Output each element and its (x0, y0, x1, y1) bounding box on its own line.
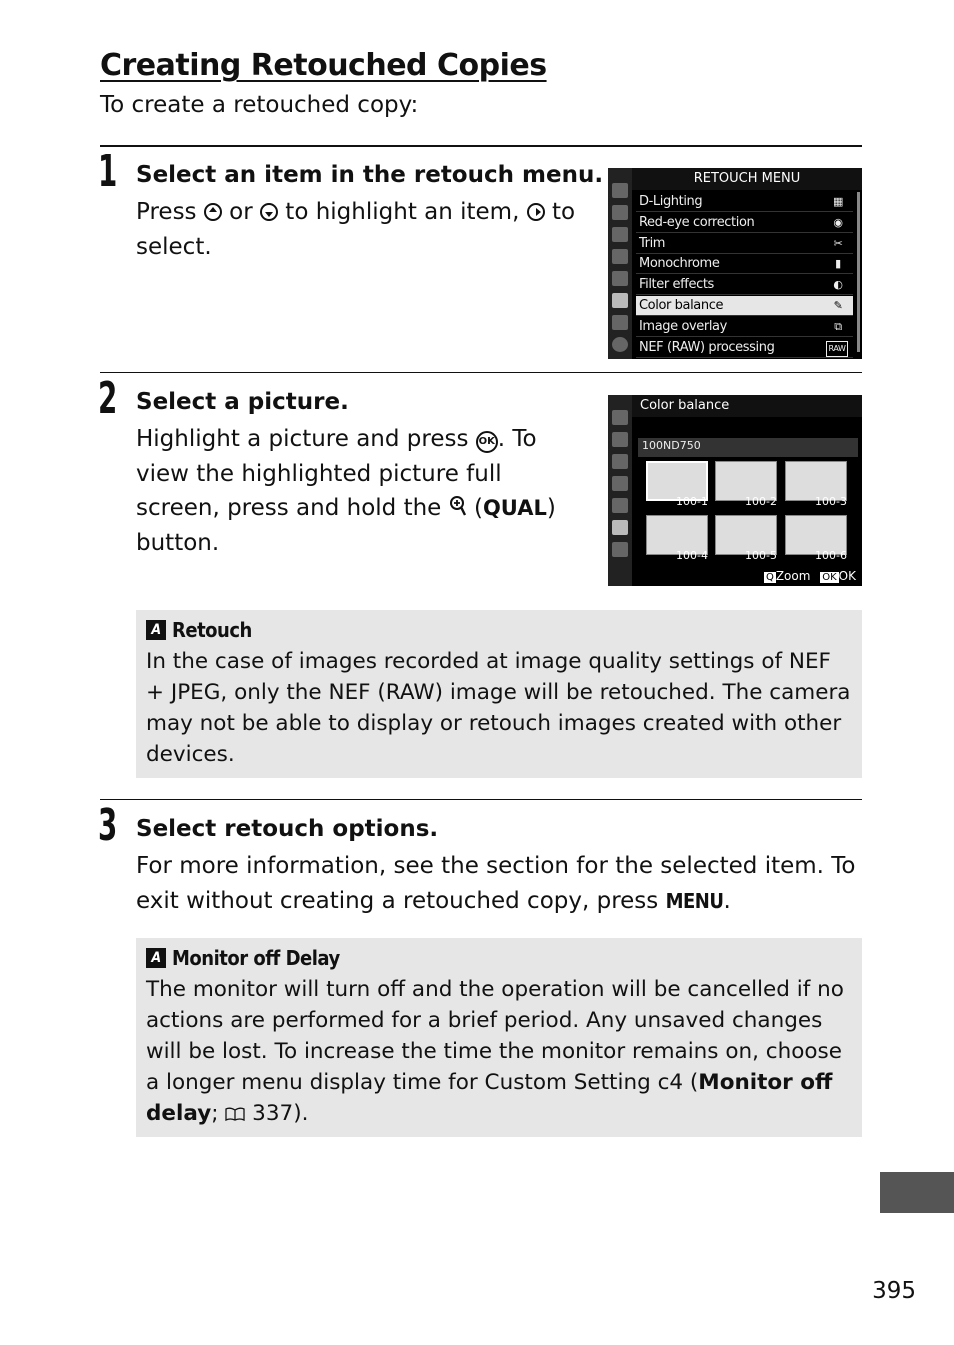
color-balance-screenshot (608, 395, 862, 586)
multi-selector-down-icon (260, 203, 278, 221)
retouch-menu-icon (612, 293, 628, 308)
menu-item[interactable] (636, 296, 853, 316)
shooting-menu-icon (612, 432, 628, 447)
my-menu-icon (612, 542, 628, 557)
step-body: For more information, see the section for the selected item. To exit without creating a retouched copy, press MENU. (136, 853, 856, 914)
note-icon: A (146, 620, 166, 640)
multi-selector-right-icon (527, 203, 545, 221)
setup-menu-icon (612, 271, 628, 286)
qual-button-label: QUAL (482, 496, 547, 520)
custom-settings-icon (612, 476, 628, 491)
my-menu-icon (612, 315, 628, 330)
section-divider (100, 372, 862, 373)
setup-menu-icon (612, 498, 628, 513)
raw-icon: RAW (826, 341, 848, 357)
custom-settings-icon (612, 249, 628, 264)
step-body: Highlight a picture and press OK . To view the highlighted picture full screen, press and hold the (QUAL) button. (136, 426, 556, 556)
menu-item[interactable] (636, 275, 853, 295)
scissors-icon: ✂ (833, 236, 843, 250)
thumbnail-label: 100-5 (745, 549, 777, 562)
eye-icon: ◉ (833, 215, 843, 229)
help-icon (612, 337, 628, 352)
section-tab (880, 1172, 954, 1213)
menu-header: RETOUCH MENU (632, 168, 862, 190)
color-balance-icon: ✎ (833, 299, 843, 312)
menu-item-label: Trim (639, 235, 666, 251)
screen-header: Color balance (632, 395, 862, 417)
intro-text: To create a retouched copy: (100, 92, 419, 118)
step-number: 2 (98, 373, 118, 424)
retouch-menu-screenshot (608, 168, 862, 359)
d-lighting-icon: ▦ (833, 195, 843, 208)
folder-name: 100ND750 (642, 439, 701, 452)
page-title: Creating Retouched Copies (100, 48, 547, 83)
step-body: Press or to highlight an item, to select. (136, 199, 576, 260)
thumbnail-label: 100-6 (815, 549, 847, 562)
section-divider (100, 145, 862, 147)
menu-item[interactable] (636, 213, 853, 233)
step-number: 1 (98, 146, 118, 197)
thumbnail-label: 100-3 (815, 495, 847, 508)
multi-selector-up-icon (204, 203, 222, 221)
menu-item[interactable] (636, 192, 853, 212)
retouch-menu-icon (612, 520, 628, 535)
menu-item-label: Filter effects (639, 277, 714, 293)
menu-item-label: D-Lighting (639, 194, 703, 209)
playback-menu-icon (612, 410, 628, 425)
thumbnail-label: 100-2 (745, 495, 777, 508)
monochrome-icon: ▮ (835, 257, 841, 271)
retouch-note: A Retouch In the case of images recorded at image quality settings of NEF + JPEG, only the NEF (RAW) image will be retouched. The camera may not be able to display or retouch images created with other devices. (136, 610, 862, 778)
menu-item-label: Monochrome (639, 256, 720, 272)
menu-item[interactable] (636, 254, 853, 274)
menu-item-label: Red-eye correction (639, 214, 755, 230)
step-heading: Select retouch options. (136, 816, 439, 842)
shooting-menu-icon (612, 205, 628, 220)
menu-item[interactable] (636, 338, 853, 358)
step-heading: Select an item in the retouch menu. (136, 162, 604, 188)
zoom-icon: Q (765, 572, 774, 583)
thumbnail-label: 100-4 (676, 549, 708, 562)
step-heading: Select a picture. (136, 389, 349, 415)
movie-menu-icon (612, 227, 628, 242)
book-icon (225, 1107, 245, 1121)
note-text: The monitor will turn off and the operation will be cancelled if no actions are performed for a brief period. Any unsaved changes will be lost. To increase the time the monitor remains on, choose a longer menu display time for Custom Setting c4 (Monitor off delay; 337). (146, 977, 844, 1126)
menu-item[interactable] (636, 234, 853, 254)
menu-item-label: Image overlay (639, 318, 727, 334)
filter-icon: ◐ (833, 278, 843, 292)
note-icon: A (146, 948, 166, 968)
menu-sidebar (608, 168, 632, 359)
note-text: In the case of images recorded at image quality settings of NEF + JPEG, only the NEF (RAW) image will be retouched. The camera may not be able to display or retouch images created with other devices. (146, 649, 851, 767)
menu-button-label: MENU (665, 888, 724, 913)
ok-icon: OK (822, 572, 837, 583)
zoom-in-icon (449, 495, 467, 517)
overlay-icon: ⧉ (834, 319, 842, 333)
menu-item-label: NEF (RAW) processing (639, 339, 775, 355)
menu-sidebar (608, 395, 632, 586)
menu-item-label: Color balance (639, 298, 724, 313)
thumbnail-label: 100-1 (676, 495, 708, 508)
screen-footer: Q Zoom OK OK (765, 569, 856, 583)
monitor-off-delay-note: A Monitor off Delay The monitor will turn off and the operation will be cancelled if no actions are performed for a brief period. Any unsaved changes will be lost. To increase the time the monitor remains on, choose a longer menu display time for Custom Setting c4 (Monitor off delay; 337). (136, 938, 862, 1137)
playback-menu-icon (612, 183, 628, 198)
section-divider (100, 799, 862, 800)
ok-button-icon: OK (476, 431, 498, 453)
step-number: 3 (98, 800, 118, 851)
menu-item[interactable] (636, 317, 853, 337)
scrollbar (857, 192, 860, 352)
page-number: 395 (872, 1278, 916, 1304)
movie-menu-icon (612, 454, 628, 469)
